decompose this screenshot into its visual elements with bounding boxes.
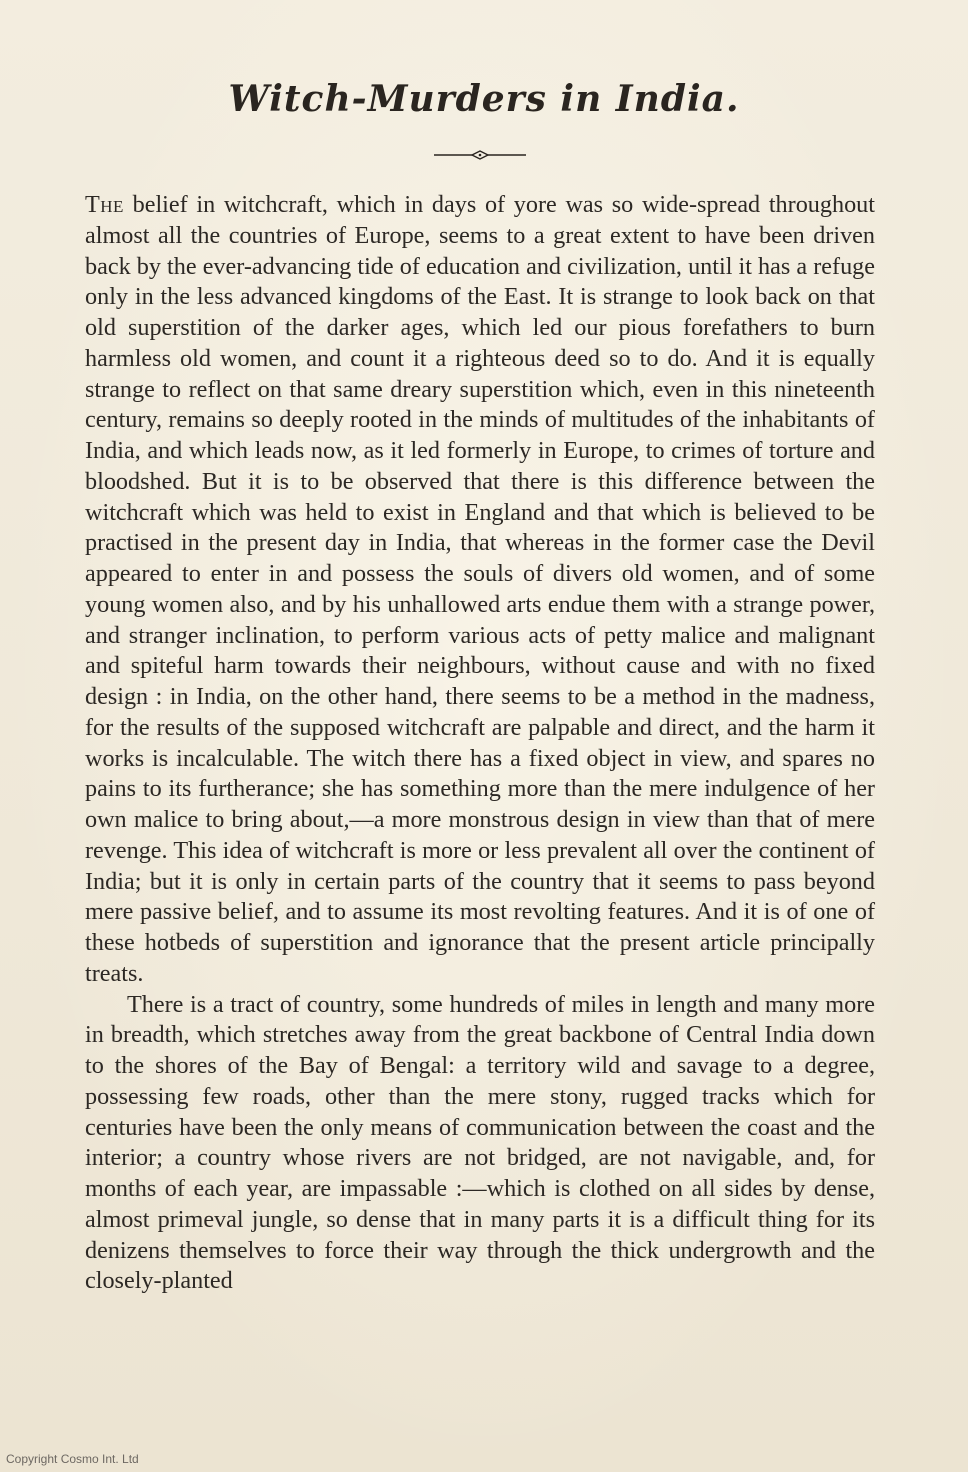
ornamental-rule-icon [434, 149, 526, 161]
article-body [85, 190, 875, 1297]
paragraph-2: There is a tract of country, some hundreds of miles in length and many more in breadth, which stretches away from the great backbone of Central India down to the shores of the Bay of Bengal: a territory wild and savage to a degree, possessing few roads, other than the mere stony, rugged tracks which for centuries have been the only means of communication between the coast and the interior; a country whose rivers are not bridged, are not navigable, and, for months of each year, are impassable :—which is clothed on all sides by dense, almost primeval jungle, so dense that in many parts it is a difficult thing for its denizens themselves to force their way through the thick undergrowth and the closely-planted [85, 990, 875, 1295]
paragraph-1-text: belief in witchcraft, which in days of yore was so wide-spread throughout almost all the countries of Europe, seems to a great extent to have been driven back by the ever-advancing tide of education and civilization, until it has a refuge only in the less advanced kingdoms of the East. It is strange to look back on that old superstition of the darker ages, which led our pious forefathers to burn harmless old women, and count it a righteous deed so to do. And it is equally strange to reflect on that same dreary superstition which, even in this nineteenth century, remains so deeply rooted in the minds of multitudes of the inhabitants of India, and which leads now, as it led formerly in Europe, to crimes of torture and bloodshed. But it is to be observed that there is this difference between the witchcraft which was held to exist in England and that which is believed to be practised in the present day in India, that whereas in the former case the Devil appeared to enter in and possess the souls of divers old women, and of some young women also, and by his unhallowed arts endue them with a strange power, and stranger inclination, to perform various acts of petty malice and malignant and spiteful harm towards their neighbours, without cause and with no fixed design : in India, on the other hand, there seems to be a method in the madness, for the results of the supposed witchcraft are palpable and direct, and the harm it works is incalculable. The witch there has a fixed object in view, and spares no pains to its furtherance; she has something more than the mere indulgence of her own malice to bring about,—a more monstrous design in view than that of mere revenge. This idea of witchcraft is more or less prevalent all over the continent of India; but it is only in certain parts of the country that it seems to pass beyond mere passive belief, and to assume its most revolting features. And it is of one of these hotbeds of superstition and ignorance that the present article principally treats. [85, 191, 875, 987]
paragraph-1 [85, 190, 875, 990]
paragraph-1-lead: The [85, 191, 124, 218]
page-title: Witch-Murders in India. [228, 78, 740, 120]
copyright-watermark: Copyright Cosmo Int. Ltd [6, 1452, 139, 1466]
